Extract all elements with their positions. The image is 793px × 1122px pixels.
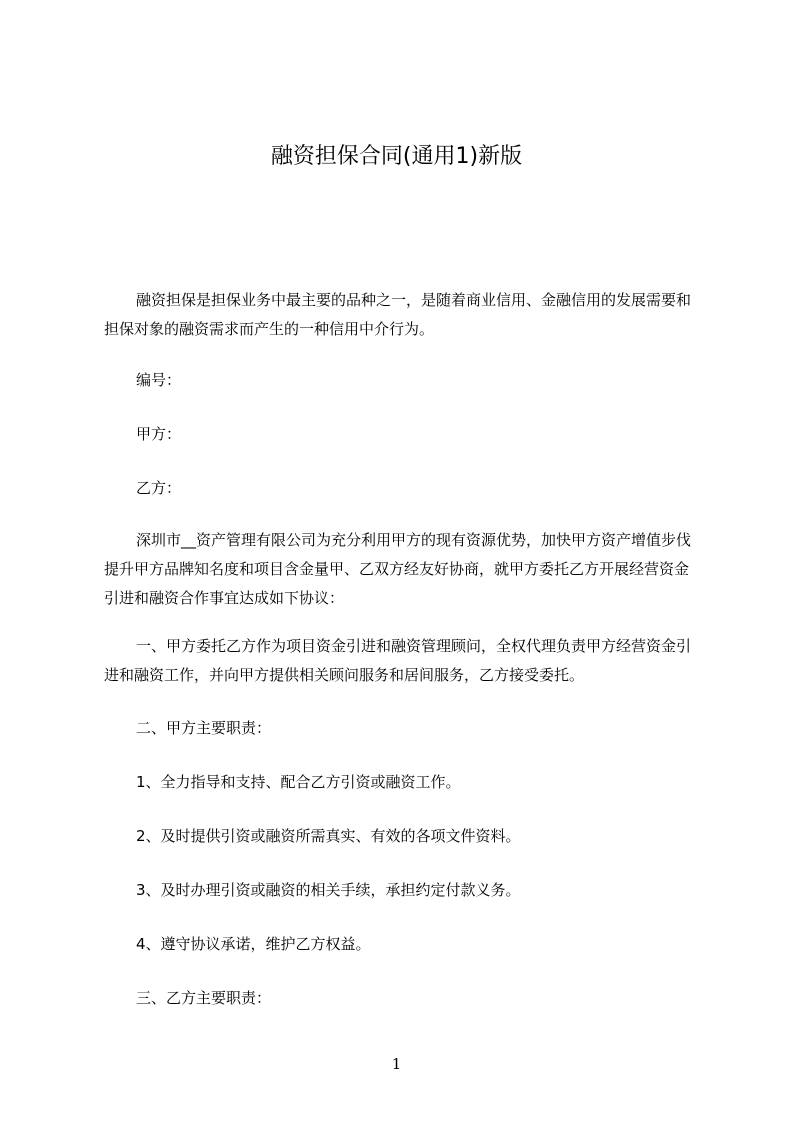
clause-1-paragraph: 一、甲方委托乙方作为项目资金引进和融资管理顾问，全权代理负责甲方经营资金引进和融资工作，并向甲方提供相关顾问服务和居间服务，乙方接受委托。	[104, 637, 692, 684]
page-number: 1	[391, 1055, 402, 1073]
intro-paragraph: 融资担保是担保业务中最主要的品种之一，是随着商业信用、金融信用的发展需要和担保对象的融资需求而产生的一种信用中介行为。	[104, 291, 692, 338]
clause-2-heading: 二、甲方主要职责：	[136, 719, 272, 737]
party-b-label: 乙方：	[136, 479, 182, 497]
number-field-label: 编号：	[136, 371, 182, 389]
clause-2-item: 3、及时办理引资或融资的相关手续，承担约定付款义务。	[136, 881, 521, 899]
clause-2-item: 4、遵守协议承诺，维护乙方权益。	[136, 935, 371, 953]
preamble-paragraph: 深圳市__资产管理有限公司为充分利用甲方的现有资源优势，加快甲方资产增值步伐提升甲方品牌知名度和项目含金量甲、乙双方经友好协商，就甲方委托乙方开展经营资金引进和融资合作事宜达成如下协议：	[104, 531, 692, 607]
clause-3-heading: 三、乙方主要职责：	[136, 989, 272, 1007]
document-title: 融资担保合同(通用1)新版	[270, 144, 523, 169]
party-a-label: 甲方：	[136, 425, 182, 443]
clause-2-item: 2、及时提供引资或融资所需真实、有效的各项文件资料。	[136, 827, 521, 845]
clause-2-item: 1、全力指导和支持、配合乙方引资或融资工作。	[136, 773, 461, 791]
